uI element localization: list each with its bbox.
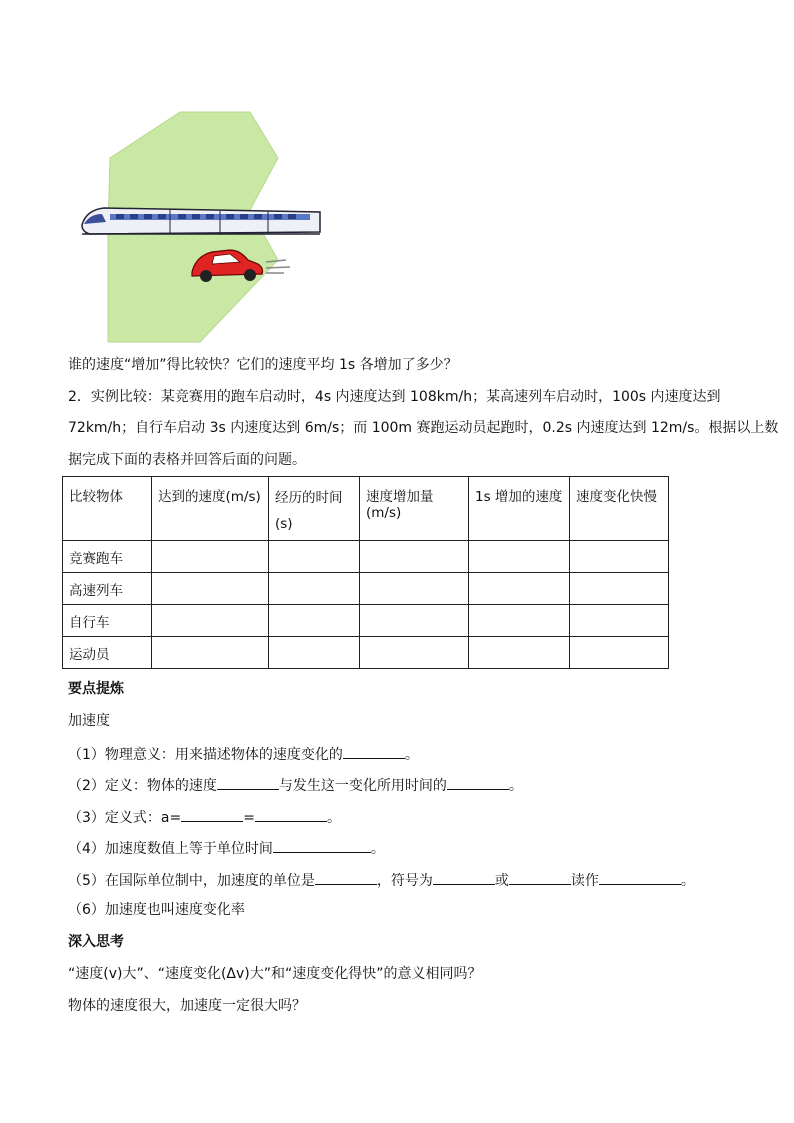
table-row bbox=[63, 573, 669, 605]
key-point-2-text-b: 与发生这一变化所用时间的 bbox=[278, 778, 447, 794]
table-cell[interactable] bbox=[269, 573, 360, 605]
key-point-3-text-a: （3）定义式：a= bbox=[68, 810, 182, 826]
table-cell[interactable] bbox=[269, 605, 360, 637]
table-header-row bbox=[63, 477, 669, 541]
table-cell[interactable] bbox=[360, 637, 469, 669]
topic-acceleration: 加速度 bbox=[68, 713, 110, 729]
key-point-5-text-b: ，符号为 bbox=[376, 873, 433, 889]
table-row bbox=[63, 637, 669, 669]
header-time-unit: (s) bbox=[275, 516, 293, 532]
table-cell[interactable] bbox=[360, 605, 469, 637]
table-row bbox=[63, 605, 669, 637]
table-cell[interactable] bbox=[570, 605, 669, 637]
key-point-1-text: （1）物理意义：用来描述物体的速度变化的 bbox=[68, 747, 343, 763]
period: 。 bbox=[508, 778, 523, 794]
table-cell[interactable] bbox=[570, 637, 669, 669]
fill-blank[interactable] bbox=[509, 869, 571, 885]
period: 。 bbox=[326, 810, 341, 826]
row-label-athlete: 运动员 bbox=[63, 637, 152, 669]
period: 。 bbox=[404, 747, 419, 763]
train-and-car-illustration bbox=[80, 110, 330, 345]
fill-blank[interactable] bbox=[217, 774, 279, 790]
table-cell[interactable] bbox=[570, 573, 669, 605]
key-point-6: （6）加速度也叫速度变化率 bbox=[68, 902, 245, 918]
table-cell[interactable] bbox=[570, 541, 669, 573]
deep-thinking-question-2: 物体的速度很大，加速度一定很大吗？ bbox=[68, 998, 306, 1014]
train-icon bbox=[82, 208, 320, 234]
table-cell[interactable] bbox=[360, 541, 469, 573]
fill-blank[interactable] bbox=[447, 774, 509, 790]
row-label-high-speed-train: 高速列车 bbox=[63, 573, 152, 605]
header-speed-increase: 速度增加量(m/s) bbox=[360, 477, 469, 541]
key-point-3 bbox=[68, 806, 341, 828]
key-point-3-text-b: = bbox=[243, 810, 255, 826]
table-cell[interactable] bbox=[269, 637, 360, 669]
table-cell[interactable] bbox=[152, 541, 269, 573]
header-time bbox=[269, 477, 360, 541]
row-label-race-car: 竞赛跑车 bbox=[63, 541, 152, 573]
deep-thinking-question-1: “速度(v)大”、“速度变化(Δv)大”和“速度变化得快”的意义相同吗？ bbox=[68, 966, 482, 982]
fill-blank[interactable] bbox=[255, 806, 327, 822]
table-cell[interactable] bbox=[469, 605, 570, 637]
period: 。 bbox=[680, 873, 695, 889]
key-point-5-text-a: （5）在国际单位制中，加速度的单位是 bbox=[68, 873, 315, 889]
fill-blank[interactable] bbox=[273, 837, 371, 853]
key-point-4-text: （4）加速度数值上等于单位时间 bbox=[68, 841, 273, 857]
header-increase-per-second: 1s 增加的速度 bbox=[469, 477, 570, 541]
fill-blank[interactable] bbox=[315, 869, 377, 885]
table-cell[interactable] bbox=[360, 573, 469, 605]
key-points-heading: 要点提炼 bbox=[68, 681, 124, 697]
key-point-5-text-d: 读作 bbox=[570, 873, 599, 889]
table-cell[interactable] bbox=[469, 637, 570, 669]
key-point-5 bbox=[68, 869, 695, 891]
question-2-line-3: 据完成下面的表格并回答后面的问题。 bbox=[68, 452, 306, 468]
table-row bbox=[63, 541, 669, 573]
fill-blank[interactable] bbox=[343, 743, 405, 759]
fill-blank[interactable] bbox=[181, 806, 243, 822]
header-change-rate: 速度变化快慢 bbox=[570, 477, 669, 541]
table-cell[interactable] bbox=[152, 573, 269, 605]
key-point-1 bbox=[68, 743, 419, 765]
question-2-line-1: 2．实例比较：某竞赛用的跑车启动时，4s 内速度达到 108km/h；某高速列车启动时，100s 内速度达到 bbox=[68, 389, 721, 405]
question-2-line-2: 72km/h；自行车启动 3s 内速度达到 6m/s；而 100m 赛跑运动员起跑时，0.2s 内速度达到 12m/s。根据以上数 bbox=[68, 420, 779, 436]
header-speed-reached: 达到的速度(m/s) bbox=[152, 477, 269, 541]
fill-blank[interactable] bbox=[433, 869, 495, 885]
table-cell[interactable] bbox=[469, 541, 570, 573]
header-object: 比较物体 bbox=[63, 477, 152, 541]
key-point-2-text-a: （2）定义：物体的速度 bbox=[68, 778, 217, 794]
row-label-bicycle: 自行车 bbox=[63, 605, 152, 637]
key-point-5-text-c: 或 bbox=[494, 873, 509, 889]
key-point-2 bbox=[68, 774, 523, 796]
comparison-table bbox=[62, 476, 669, 669]
fill-blank[interactable] bbox=[599, 869, 681, 885]
key-point-4 bbox=[68, 837, 385, 859]
table-cell[interactable] bbox=[269, 541, 360, 573]
table-cell[interactable] bbox=[152, 637, 269, 669]
deep-thinking-heading: 深入思考 bbox=[68, 934, 124, 950]
period: 。 bbox=[370, 841, 385, 857]
header-time-label: 经历的时间 bbox=[275, 490, 343, 506]
table-cell[interactable] bbox=[152, 605, 269, 637]
question-1-text: 谁的速度“增加”得比较快？它们的速度平均 1s 各增加了多少？ bbox=[68, 357, 458, 373]
table-cell[interactable] bbox=[469, 573, 570, 605]
